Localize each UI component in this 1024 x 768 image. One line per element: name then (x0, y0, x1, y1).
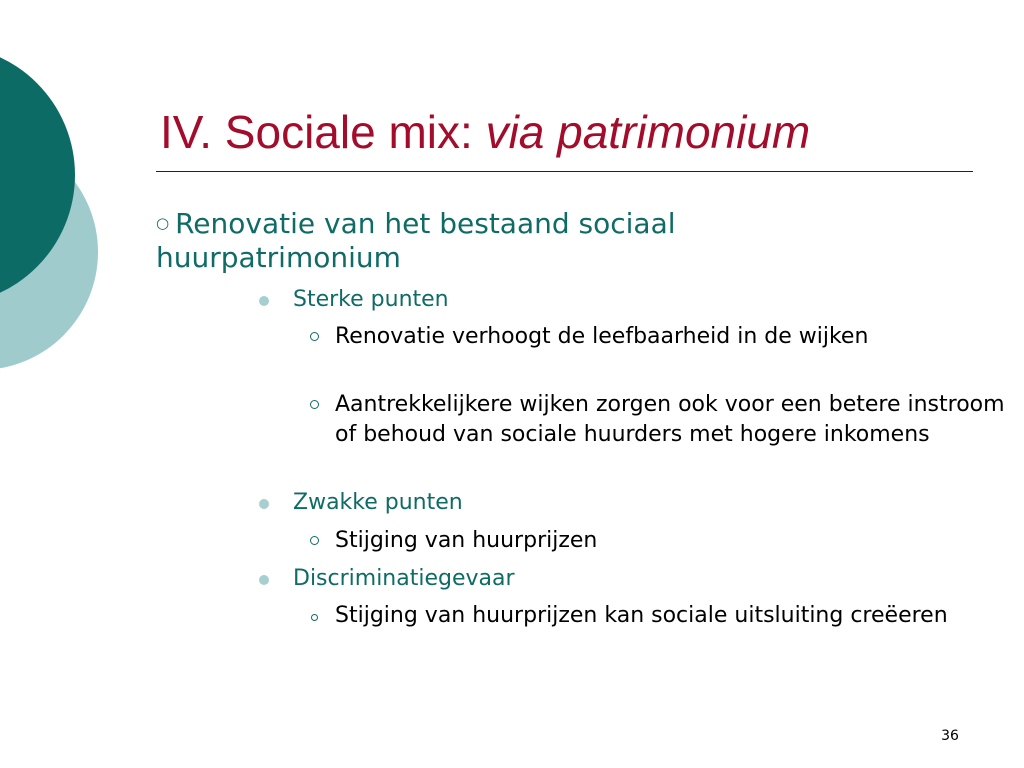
level2-text: Zwakke punten (293, 490, 463, 515)
level3-bullet-item (335, 390, 1005, 450)
level3-text: Aantrekkelijkere wijken zorgen ook voor een betere instroom of behoud van sociale huurders met hogere inkomens (335, 392, 1005, 447)
level3-bullet-item (335, 526, 1005, 556)
filled-circle-bullet-icon (259, 296, 269, 306)
level3-bullet-item (335, 322, 1005, 352)
level3-text: Stijging van huurprijzen (335, 528, 598, 553)
filled-circle-bullet-icon (259, 575, 269, 585)
hollow-circle-bullet-icon: ○ (156, 214, 170, 232)
ring-bullet-icon (310, 332, 319, 341)
level3-text: Stijging van huurprijzen kan sociale uitsluiting creëeren (335, 603, 948, 628)
level2-bullet-zwakke-punten (293, 489, 463, 517)
level3-bullet-item (335, 601, 1005, 631)
ring-bullet-icon (310, 400, 319, 409)
slide-title (160, 104, 810, 160)
page-number: 36 (941, 728, 959, 744)
filled-circle-bullet-icon (259, 499, 269, 509)
level2-text: Discriminatiegevaar (293, 566, 515, 591)
small-ring-bullet-icon (311, 614, 318, 621)
decorative-circles (0, 0, 110, 420)
level2-text: Sterke punten (293, 287, 449, 312)
level2-bullet-discriminatiegevaar (293, 565, 515, 593)
title-emphasis: via patrimonium (485, 106, 811, 158)
title-divider (156, 171, 973, 172)
ring-bullet-icon (310, 536, 319, 545)
level3-text: Renovatie verhoogt de leefbaarheid in de wijken (335, 324, 869, 349)
level1-bullet (156, 206, 836, 275)
title-main: IV. Sociale mix: (160, 106, 486, 158)
level2-bullet-sterke-punten (293, 286, 449, 314)
level1-text: Renovatie van het bestaand sociaal huurpatrimonium (156, 207, 676, 274)
